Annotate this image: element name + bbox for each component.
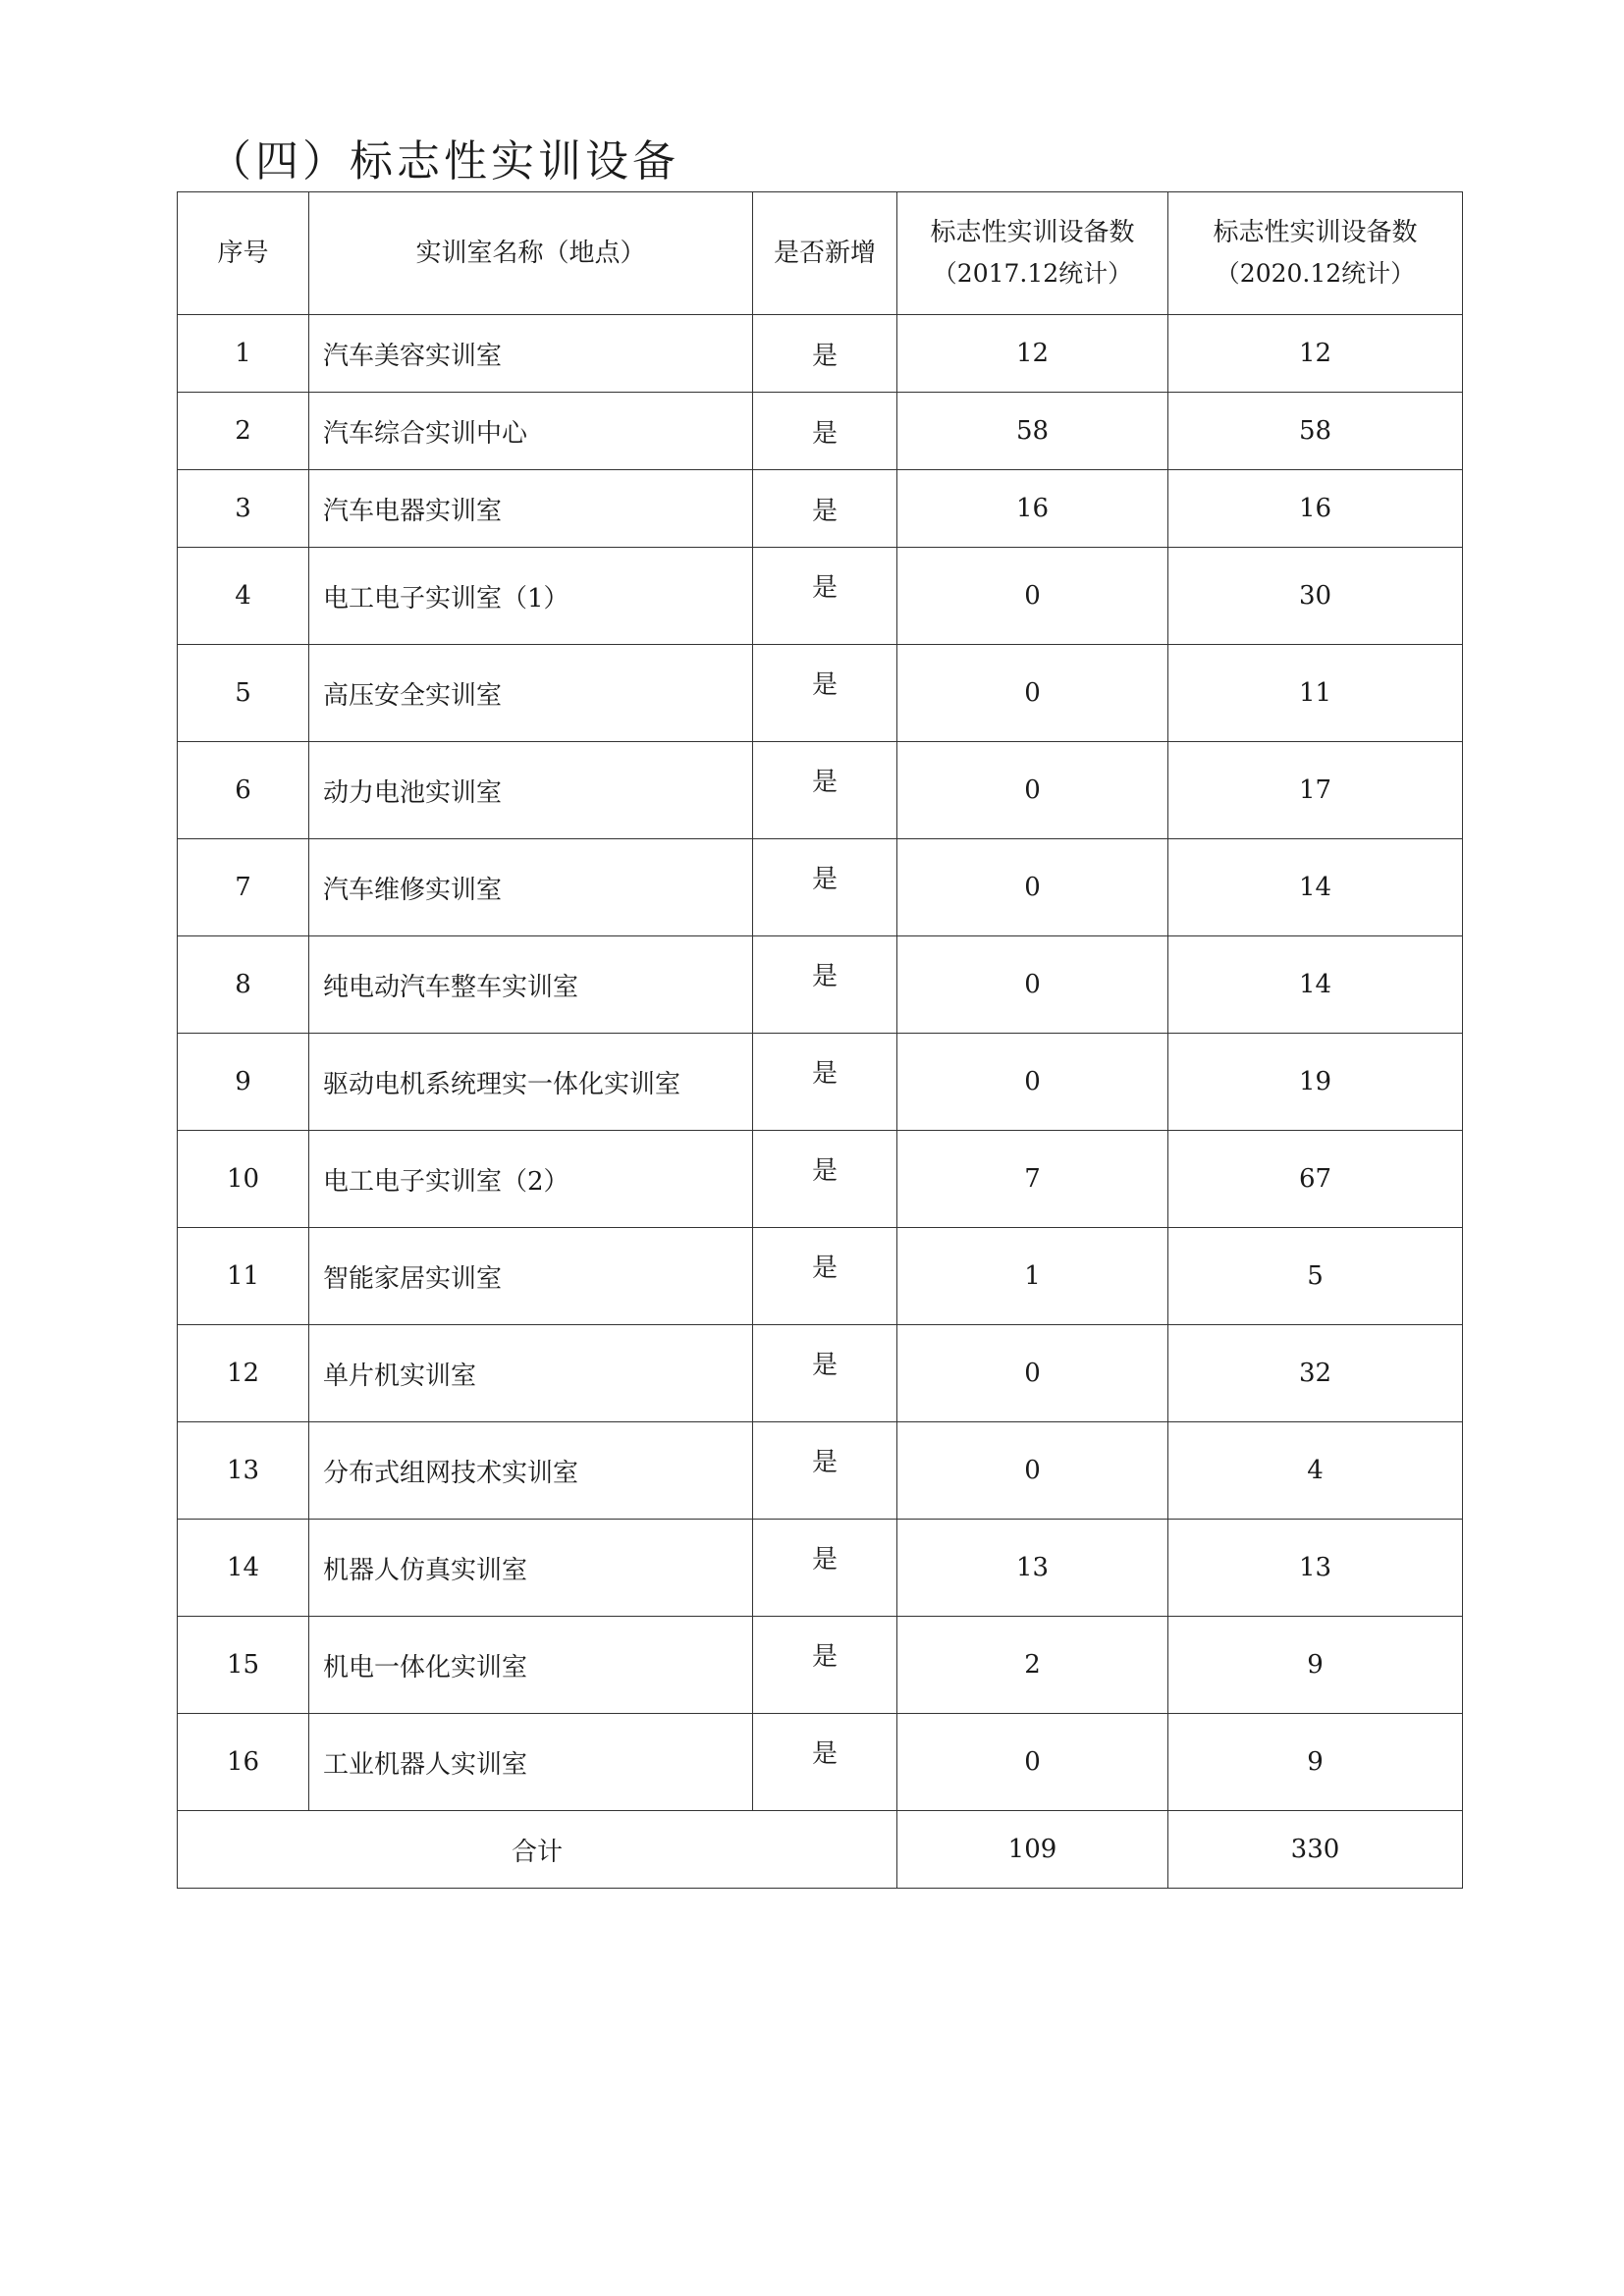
row-index: 14 [178,1520,309,1617]
row-count-2020: 4 [1168,1422,1463,1520]
table-row [178,470,1463,548]
row-count-2017: 0 [897,1034,1168,1131]
row-index: 2 [178,393,309,470]
row-count-2017: 12 [897,315,1168,393]
row-is-new: 是 [753,1422,897,1520]
row-index: 5 [178,645,309,742]
table-row [178,1714,1463,1811]
row-count-2020: 14 [1168,839,1463,936]
row-lab-name: 工业机器人实训室 [309,1714,753,1811]
row-count-2020: 17 [1168,742,1463,839]
row-index: 1 [178,315,309,393]
row-is-new: 是 [753,1520,897,1617]
row-count-2020: 9 [1168,1714,1463,1811]
row-count-2017: 0 [897,839,1168,936]
table-row [178,1228,1463,1325]
header-count-2017-title: 标志性实训设备数 [930,218,1135,247]
table-row [178,1131,1463,1228]
row-count-2020: 16 [1168,470,1463,548]
table-row [178,393,1463,470]
row-count-2017: 0 [897,645,1168,742]
row-count-2017: 1 [897,1228,1168,1325]
row-index: 3 [178,470,309,548]
table-row [178,315,1463,393]
row-count-2017: 7 [897,1131,1168,1228]
row-index: 9 [178,1034,309,1131]
row-lab-name: 汽车美容实训室 [309,315,753,393]
row-count-2017: 0 [897,1325,1168,1422]
row-is-new: 是 [753,742,897,839]
row-is-new: 是 [753,839,897,936]
table-row [178,936,1463,1034]
header-count-2020-title: 标志性实训设备数 [1213,218,1418,247]
row-lab-name: 汽车维修实训室 [309,839,753,936]
row-lab-name: 机电一体化实训室 [309,1617,753,1714]
row-is-new: 是 [753,393,897,470]
table-row [178,1034,1463,1131]
row-count-2017: 0 [897,1422,1168,1520]
row-index: 16 [178,1714,309,1811]
row-count-2017: 58 [897,393,1168,470]
section-title: （四）标志性实训设备 [208,136,679,187]
row-is-new: 是 [753,936,897,1034]
table-row [178,548,1463,645]
row-count-2020: 30 [1168,548,1463,645]
header-index: 序号 [178,192,309,315]
row-lab-name: 动力电池实训室 [309,742,753,839]
row-lab-name: 高压安全实训室 [309,645,753,742]
table-row [178,839,1463,936]
header-count-2017 [897,192,1168,315]
row-lab-name: 机器人仿真实训室 [309,1520,753,1617]
row-index: 4 [178,548,309,645]
table-header-row [178,192,1463,315]
row-is-new: 是 [753,1714,897,1811]
row-count-2020: 14 [1168,936,1463,1034]
row-count-2017: 0 [897,936,1168,1034]
row-index: 6 [178,742,309,839]
total-count-2017: 109 [897,1811,1168,1889]
table-row [178,1422,1463,1520]
row-count-2017: 0 [897,742,1168,839]
total-label: 合计 [178,1811,897,1889]
table-row [178,1520,1463,1617]
row-index: 7 [178,839,309,936]
row-is-new: 是 [753,1617,897,1714]
row-lab-name: 分布式组网技术实训室 [309,1422,753,1520]
header-name: 实训室名称（地点） [309,192,753,315]
row-is-new: 是 [753,1034,897,1131]
row-is-new: 是 [753,470,897,548]
row-count-2017: 13 [897,1520,1168,1617]
row-lab-name: 单片机实训室 [309,1325,753,1422]
row-count-2020: 58 [1168,393,1463,470]
row-is-new: 是 [753,645,897,742]
row-is-new: 是 [753,1131,897,1228]
row-count-2020: 32 [1168,1325,1463,1422]
table-row [178,742,1463,839]
row-lab-name: 汽车电器实训室 [309,470,753,548]
header-count-2020 [1168,192,1463,315]
row-index: 10 [178,1131,309,1228]
row-is-new: 是 [753,315,897,393]
row-lab-name: 电工电子实训室（2） [309,1131,753,1228]
row-count-2020: 19 [1168,1034,1463,1131]
row-count-2020: 9 [1168,1617,1463,1714]
row-lab-name: 智能家居实训室 [309,1228,753,1325]
row-count-2017: 0 [897,1714,1168,1811]
row-lab-name: 汽车综合实训中心 [309,393,753,470]
row-count-2020: 67 [1168,1131,1463,1228]
row-lab-name: 电工电子实训室（1） [309,548,753,645]
row-count-2017: 2 [897,1617,1168,1714]
row-count-2020: 5 [1168,1228,1463,1325]
equipment-table [177,191,1463,1889]
row-count-2020: 13 [1168,1520,1463,1617]
table-row [178,1617,1463,1714]
row-count-2017: 16 [897,470,1168,548]
total-count-2020: 330 [1168,1811,1463,1889]
table-row [178,1325,1463,1422]
row-index: 15 [178,1617,309,1714]
row-lab-name: 驱动电机系统理实一体化实训室 [309,1034,753,1131]
row-index: 13 [178,1422,309,1520]
header-count-2017-sub: （2017.12统计） [932,259,1133,288]
row-count-2017: 0 [897,548,1168,645]
header-count-2020-sub: （2020.12统计） [1215,259,1416,288]
table-row [178,645,1463,742]
total-row [178,1811,1463,1889]
row-count-2020: 12 [1168,315,1463,393]
row-lab-name: 纯电动汽车整车实训室 [309,936,753,1034]
row-index: 8 [178,936,309,1034]
row-is-new: 是 [753,1325,897,1422]
row-is-new: 是 [753,1228,897,1325]
header-is-new: 是否新增 [753,192,897,315]
row-count-2020: 11 [1168,645,1463,742]
row-index: 12 [178,1325,309,1422]
row-is-new: 是 [753,548,897,645]
row-index: 11 [178,1228,309,1325]
